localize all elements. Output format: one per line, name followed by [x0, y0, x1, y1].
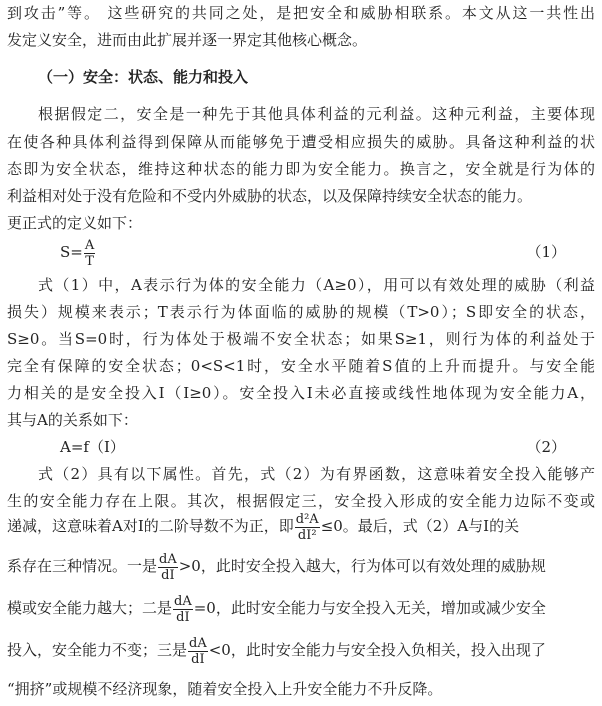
text-span: 系存在三种情况。一是 [7, 557, 158, 575]
equation-2-label-wrap [526, 436, 602, 458]
text-line-with-fraction [7, 630, 595, 670]
derivative-fraction [188, 637, 208, 666]
equation-2: A=f（I） [60, 438, 125, 456]
fraction-numerator: A [84, 237, 95, 253]
text-line: 到攻击”等。 这些研究的共同之处，是把安全和威胁相联系。本文从这一共性出 [7, 4, 595, 22]
text-line: 生的安全能力存在上限。其次，根据假定三，安全投入形成的安全能力边际不变或 [7, 492, 595, 510]
section-heading: （一）安全：状态、能力和投入 [38, 68, 249, 86]
text-span: 模或安全能力越大；二是 [7, 599, 173, 617]
fraction-denominator: dI [161, 567, 175, 583]
text-line: 发定义安全，进而由此扩展并逐一界定其他核心概念。 [7, 31, 368, 49]
text-line-with-fraction [7, 546, 595, 586]
fraction-denominator: dI [191, 651, 205, 667]
fraction-numerator: dA [174, 593, 192, 609]
text-span: >0，此时安全投入越大，行为体可以有效处理的威胁规 [178, 557, 546, 575]
text-line: 在使各种具体利益得到保障从而能够免于遭受相应损失的威胁。具备这种利益的状 [7, 133, 595, 151]
derivative-fraction [173, 595, 193, 624]
text-span: 递减，这意味着A对I的二阶导数不为正，即 [7, 517, 294, 535]
fraction-numerator: dA [159, 551, 177, 567]
text-line-with-fraction [7, 588, 595, 628]
text-span: =0，此时安全能力与安全投入无关，增加或减少安全 [193, 599, 546, 617]
second-derivative-fraction [295, 513, 320, 542]
text-span: <0，此时安全能力与安全投入负相关，投入出现了 [208, 641, 546, 659]
equation-1-label: （1） [526, 243, 566, 261]
equation-1-label-wrap [526, 241, 602, 263]
fraction-denominator: dI [176, 609, 190, 625]
text-line: 完全有保障的安全状态；0<S<1时，安全水平随着S值的上升而提升。与安全能 [7, 357, 595, 375]
text-line: 损失）规模来表示；T表示行为体面临的威胁的规模（T>0）；S即安全的状态， [7, 303, 595, 321]
equation-1-lhs: S= [60, 243, 83, 261]
text-line: S≥0。当S=0时，行为体处于极端不安全状态；如果S≥1，则行为体的利益处于 [7, 330, 595, 348]
text-line: 更正式的定义如下： [7, 214, 143, 232]
text-line: 利益相对处于没有危险和不受内外威胁的状态，以及保障持续安全状态的能力。 [7, 187, 533, 205]
fraction-a-over-t [84, 239, 95, 268]
text-line: 式（1）中，A表示行为体的安全能力（A≥0），用可以有效处理的威胁（利益 [38, 276, 595, 294]
text-line: “拥挤”或规模不经济现象，随着安全投入上升安全能力不升反降。 [7, 680, 443, 698]
equation-1 [60, 234, 580, 270]
text-line-with-fraction [7, 506, 595, 546]
fraction-denominator: T [85, 253, 94, 269]
text-span: 投入，安全能力不变；三是 [7, 641, 188, 659]
derivative-fraction [158, 553, 178, 582]
fraction-denominator: dI² [297, 527, 317, 543]
text-line: 根据假定二，安全是一种先于其他具体利益的元利益。这种元利益，主要体现 [38, 105, 595, 123]
text-span: ≤0。最后，式（2）A与I的关 [320, 517, 520, 535]
equation-2-label: （2） [526, 438, 566, 456]
text-line: 态即为安全状态，维持这种状态的能力即为安全能力。换言之，安全就是行为体的 [7, 160, 595, 178]
fraction-numerator: d²A [295, 511, 319, 527]
text-line: 其与A的关系如下： [7, 411, 138, 429]
text-line: 式（2）具有以下属性。首先，式（2）为有界函数，这意味着安全投入能够产 [38, 465, 595, 483]
text-line: 力相关的是安全投入I（I≥0）。安全投入I未必直接或线性地体现为安全能力A， [7, 384, 595, 402]
fraction-numerator: dA [189, 635, 207, 651]
